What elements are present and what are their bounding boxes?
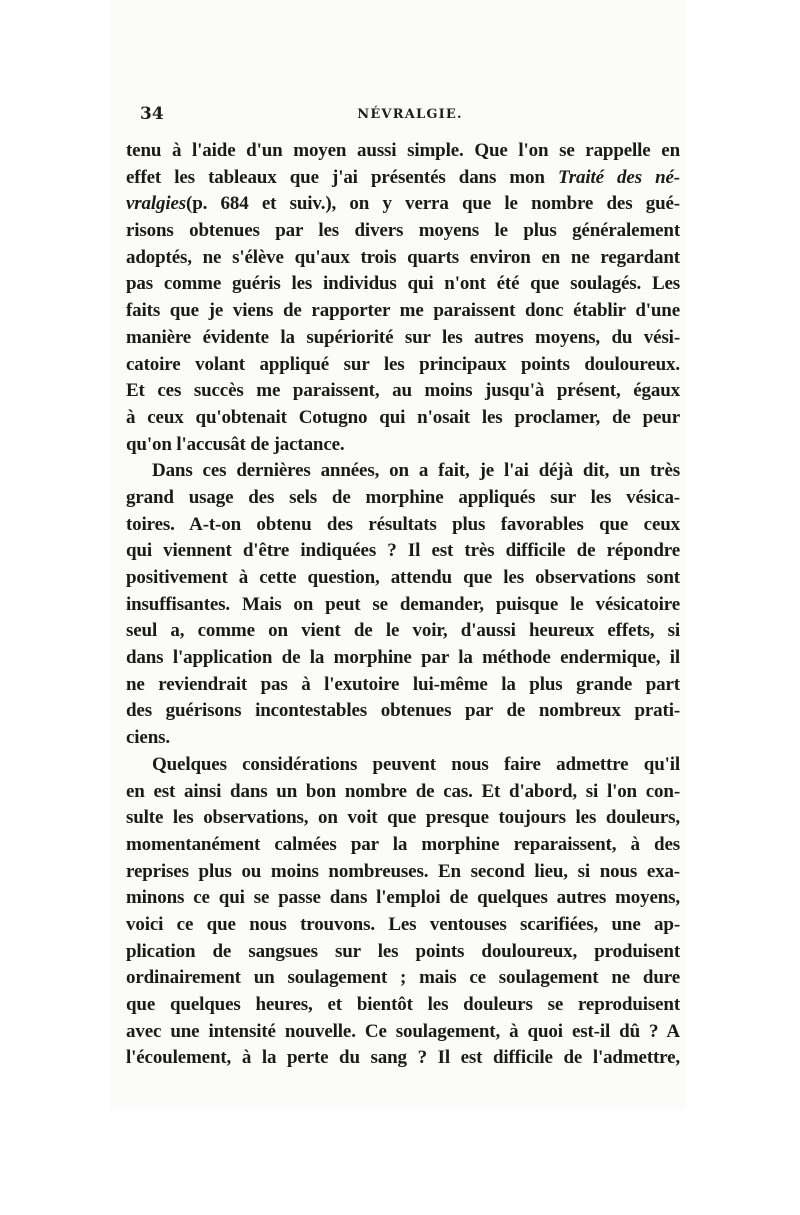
text-line: adoptés, ne s'élève qu'aux trois quarts environ en ne regardant xyxy=(126,246,680,268)
page-number: 34 xyxy=(140,104,164,124)
text-line: Quelques considérations peuvent nous faire admettre qu'il xyxy=(152,753,680,775)
page-header xyxy=(140,104,680,128)
text-line: insuffisantes. Mais on peut se demander, puisque le vésicatoire xyxy=(126,593,680,615)
text-line: plication de sangsues sur les points douloureux, produisent xyxy=(126,940,680,962)
body-text xyxy=(126,138,680,1072)
text-line: à ceux qu'obtenait Cotugno qui n'osait les proclamer, de peur xyxy=(126,406,680,428)
text-line: Et ces succès me paraissent, au moins jusqu'à présent, égaux xyxy=(126,380,680,402)
text-line: seul a, comme on vient de le voir, d'aussi heureux effets, si xyxy=(126,620,680,642)
text-line: ne reviendrait pas à l'exutoire lui-même la plus grande part xyxy=(126,673,680,695)
text-line: pas comme guéris les individus qui n'ont été que soulagés. Les xyxy=(126,273,680,295)
text-line: ciens. xyxy=(126,727,170,749)
text-line: toires. A-t-on obtenu des résultats plus favorables que ceux xyxy=(126,513,680,535)
text-line: grand usage des sels de morphine appliqués sur les vésica- xyxy=(126,486,680,508)
text-line: risons obtenues par les divers moyens le plus généralement xyxy=(126,220,680,242)
running-head: NÉVRALGIE. xyxy=(357,107,463,122)
text-line: tenu à l'aide d'un moyen aussi simple. Que l'on se rappelle en xyxy=(126,140,680,161)
text-line: ordinairement un soulagement ; mais ce soulagement ne dure xyxy=(126,967,680,989)
text-line: momentanément calmées par la morphine reparaissent, à des xyxy=(126,833,680,855)
text-line: minons ce qui se passe dans l'emploi de quelques autres moyens, xyxy=(126,887,680,909)
text-line: reprises plus ou moins nombreuses. En second lieu, si nous exa- xyxy=(126,860,680,882)
text-line-segment: (p. 684 et suiv.), on y verra que le nombre des gué- xyxy=(186,193,680,215)
text-line: des guérisons incontestables obtenues par de nombreux prati- xyxy=(126,700,680,722)
text-line: sulte les observations, on voit que presque toujours les douleurs, xyxy=(126,807,680,829)
text-line: faits que je viens de rapporter me paraissent donc établir d'une xyxy=(126,300,680,322)
text-line: en est ainsi dans un bon nombre de cas. Et d'abord, si l'on con- xyxy=(126,780,680,802)
text-line: positivement à cette question, attendu que les observations sont xyxy=(126,567,680,588)
text-line: dans l'application de la morphine par la méthode endermique, il xyxy=(126,647,680,669)
text-line-segment: effet les tableaux que j'ai présentés dans mon xyxy=(126,166,545,188)
text-line: que quelques heures, et bientôt les douleurs se reproduisent xyxy=(126,994,680,1015)
text-line: avec une intensité nouvelle. Ce soulagement, à quoi est-il dû ? A xyxy=(126,1020,680,1042)
text-line: qui viennent d'être indiquées ? Il est très difficile de répondre xyxy=(126,540,680,562)
text-line: manière évidente la supériorité sur les autres moyens, du vési- xyxy=(126,326,680,348)
text-line: qu'on l'accusât de jactance. xyxy=(126,433,345,455)
text-line: l'écoulement, à la perte du sang ? Il est difficile de l'admettre, xyxy=(126,1047,680,1069)
book-title-italic-cont: vralgies xyxy=(126,193,187,215)
text-line: Dans ces dernières années, on a fait, je l'ai déjà dit, un très xyxy=(152,460,680,482)
text-line: voici ce que nous trouvons. Les ventouses scarifiées, une ap- xyxy=(126,913,680,935)
text-line: catoire volant appliqué sur les principaux points douloureux. xyxy=(126,353,680,375)
text-line xyxy=(126,191,680,218)
text-line xyxy=(126,165,680,192)
book-title-italic: Traité des né- xyxy=(558,166,680,188)
